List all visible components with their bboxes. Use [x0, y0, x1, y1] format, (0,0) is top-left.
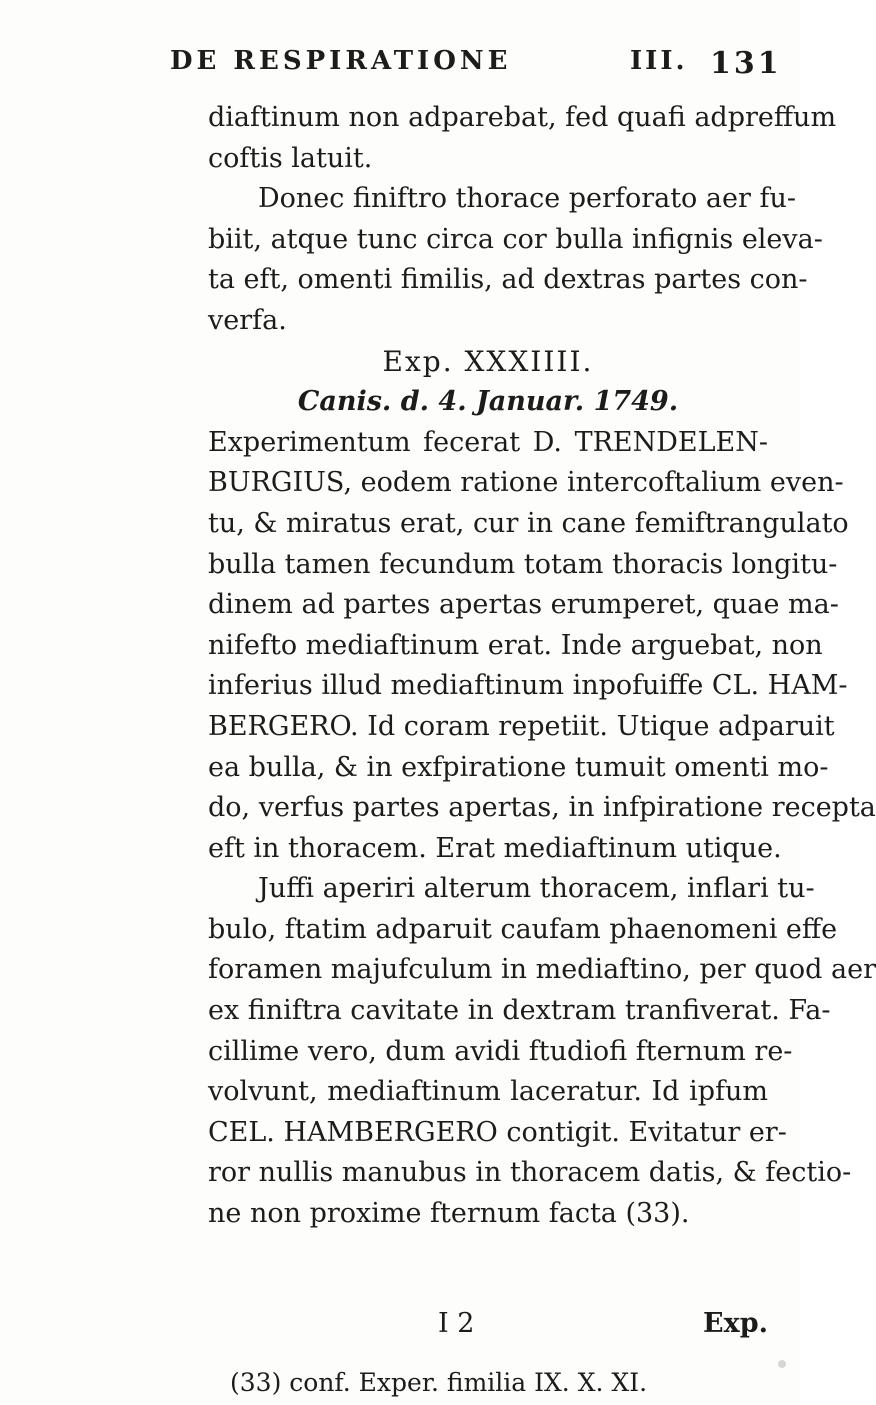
text-line: volvunt, mediaftinum laceratur. Id ipfum [208, 1076, 768, 1108]
text-line: ror nullis manubus in thoracem datis, & fectio- [208, 1157, 852, 1189]
experiment-heading: Exp. XXXIIII. [382, 344, 594, 378]
text-line: foramen majufculum in mediaftino, per quod aer [208, 954, 876, 986]
text-line: do, verfus partes apertas, in infpiratione recepta [208, 792, 876, 824]
catchword: Exp. [703, 1308, 768, 1339]
text-line: biit, atque tunc circa cor bulla infignis eleva- [208, 223, 823, 255]
body-text [208, 98, 876, 1235]
text-line: nifefto mediaftinum erat. Inde arguebat, non [208, 629, 823, 661]
text-line: bulla tamen fecundum totam thoracis longitu- [208, 548, 838, 580]
text-line: BURGIUS, eodem ratione intercoftalium even- [208, 467, 844, 499]
running-head-part: III. [630, 46, 688, 76]
text-line: eft in thoracem. Erat mediaftinum utique. [208, 832, 782, 864]
text-line: cillime vero, dum avidi ftudiofi fternum re- [208, 1035, 793, 1067]
text-line: bulo, ftatim adparuit caufam phaenomeni effe [208, 913, 838, 945]
footnote: (33) conf. Exper. fimilia IX. X. XI. [230, 1368, 648, 1397]
text-line: BERGERO. Id coram repetiit. Utique adparuit [208, 710, 835, 742]
text-line: ta eft, omenti fimilis, ad dextras partes con- [208, 264, 808, 296]
text-line: verfa. [208, 304, 287, 336]
text-line: Juffi aperiri alterum thoracem, inflari tu- [258, 873, 815, 905]
paper-speck [778, 1360, 786, 1368]
text-line: coftis latuit. [208, 142, 373, 174]
running-head [170, 40, 782, 90]
page-number: 131 [710, 46, 782, 81]
text-line: ex finiftra cavitate in dextram tranfiverat. Fa- [208, 995, 831, 1027]
text-line: tu, & miratus erat, cur in cane femiftrangulato [208, 507, 849, 539]
text-line: diaftinum non adparebat, fed quafi adpreffum [208, 102, 837, 133]
text-line: CEL. HAMBERGERO contigit. Evitatur er- [208, 1116, 787, 1148]
signature-mark: I 2 [438, 1308, 475, 1339]
text-line: inferius illud mediaftinum inpofuiffe CL. HAM- [208, 670, 848, 702]
running-head-title: DE RESPIRATIONE [170, 46, 512, 76]
text-line: Donec finiftro thorace perforato aer fu- [258, 183, 796, 215]
text-line: Experimentum fecerat D. TRENDELEN- [208, 426, 768, 458]
experiment-date: Canis. d. 4. Januar. 1749. [297, 386, 679, 418]
text-line: ea bulla, & in exfpiratione tumuit omenti mo- [208, 751, 829, 783]
text-line: ne non proxime fternum facta (33). [208, 1198, 690, 1230]
text-line: dinem ad partes apertas erumperet, quae ma- [208, 589, 839, 621]
